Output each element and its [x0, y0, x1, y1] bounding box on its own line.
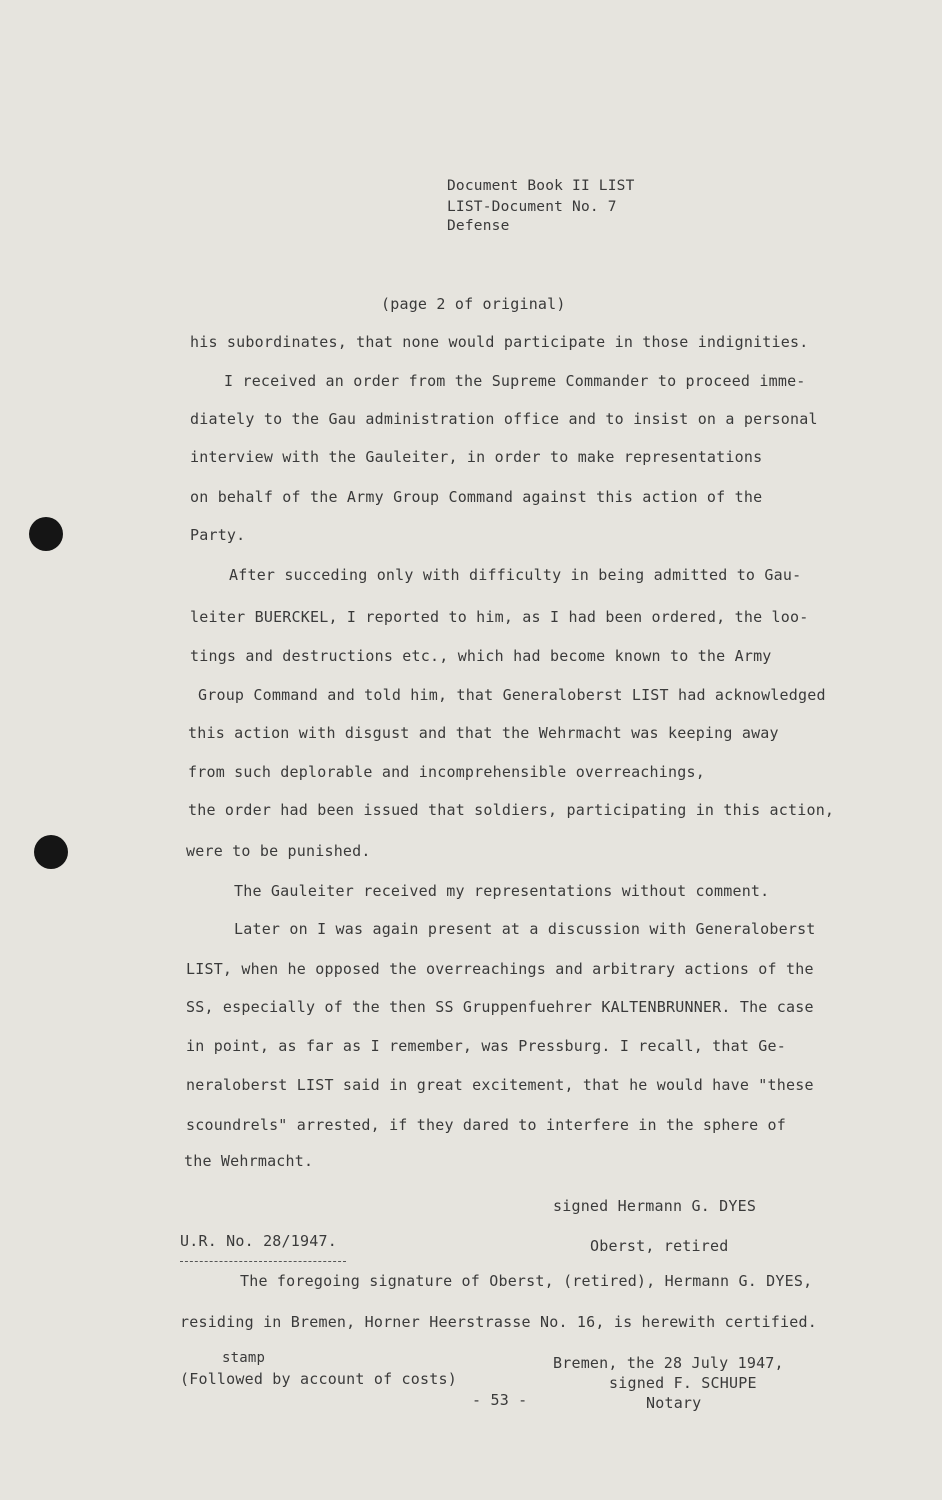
- costs-note: (Followed by account of costs): [180, 1370, 457, 1388]
- body-line: leiter BUERCKEL, I reported to him, as I had been ordered, the loo-: [190, 608, 809, 626]
- header-document-number: LIST-Document No. 7: [447, 199, 617, 215]
- body-line: tings and destructions etc., which had become known to the Army: [190, 647, 772, 665]
- body-line: from such deplorable and incomprehensible overreachings,: [188, 763, 705, 781]
- page-number: - 53 -: [472, 1391, 528, 1409]
- ur-number-underline: [180, 1261, 346, 1262]
- body-line: Party.: [190, 526, 246, 544]
- body-line: scoundrels" arrested, if they dared to interfere in the sphere of: [186, 1116, 786, 1134]
- body-line: were to be punished.: [186, 842, 371, 860]
- certification-line: The foregoing signature of Oberst, (retired), Hermann G. DYES,: [240, 1272, 813, 1290]
- body-line: diately to the Gau administration office and to insist on a personal: [190, 410, 818, 428]
- page-note: (page 2 of original): [381, 295, 566, 313]
- body-line: neraloberst LIST said in great excitement, that he would have "these: [186, 1076, 814, 1094]
- certification-line: residing in Bremen, Horner Heerstrasse No. 16, is herewith certified.: [180, 1313, 817, 1331]
- ur-number: U.R. No. 28/1947.: [180, 1232, 337, 1250]
- header-defense: Defense: [447, 218, 510, 234]
- body-line: SS, especially of the then SS Gruppenfuehrer KALTENBRUNNER. The case: [186, 998, 814, 1016]
- signature-signed: signed Hermann G. DYES: [553, 1197, 757, 1215]
- place-date: Bremen, the 28 July 1947,: [553, 1354, 784, 1372]
- body-line: After succeding only with difficulty in being admitted to Gau-: [229, 566, 802, 584]
- signature-rank: Oberst, retired: [590, 1237, 729, 1255]
- body-line: the order had been issued that soldiers, participating in this action,: [188, 801, 835, 819]
- body-line: in point, as far as I remember, was Pressburg. I recall, that Ge-: [186, 1037, 786, 1055]
- stamp-label: stamp: [222, 1350, 266, 1366]
- body-line: interview with the Gauleiter, in order to make representations: [190, 448, 763, 466]
- body-line: on behalf of the Army Group Command against this action of the: [190, 488, 763, 506]
- punch-hole: [29, 517, 63, 551]
- body-line: this action with disgust and that the Wehrmacht was keeping away: [188, 724, 779, 742]
- body-line: his subordinates, that none would participate in those indignities.: [190, 333, 809, 351]
- body-line: Group Command and told him, that Generaloberst LIST had acknowledged: [198, 686, 826, 704]
- header-document-book: Document Book II LIST: [447, 178, 635, 194]
- body-line: The Gauleiter received my representations without comment.: [234, 882, 770, 900]
- body-line: LIST, when he opposed the overreachings and arbitrary actions of the: [186, 960, 814, 978]
- notary-signature: signed F. SCHUPE: [609, 1374, 757, 1392]
- body-line: Later on I was again present at a discussion with Generaloberst: [234, 920, 816, 938]
- body-line: the Wehrmacht.: [184, 1152, 314, 1170]
- punch-hole: [34, 835, 68, 869]
- body-line: I received an order from the Supreme Commander to proceed imme-: [224, 372, 806, 390]
- notary-title: Notary: [646, 1394, 702, 1412]
